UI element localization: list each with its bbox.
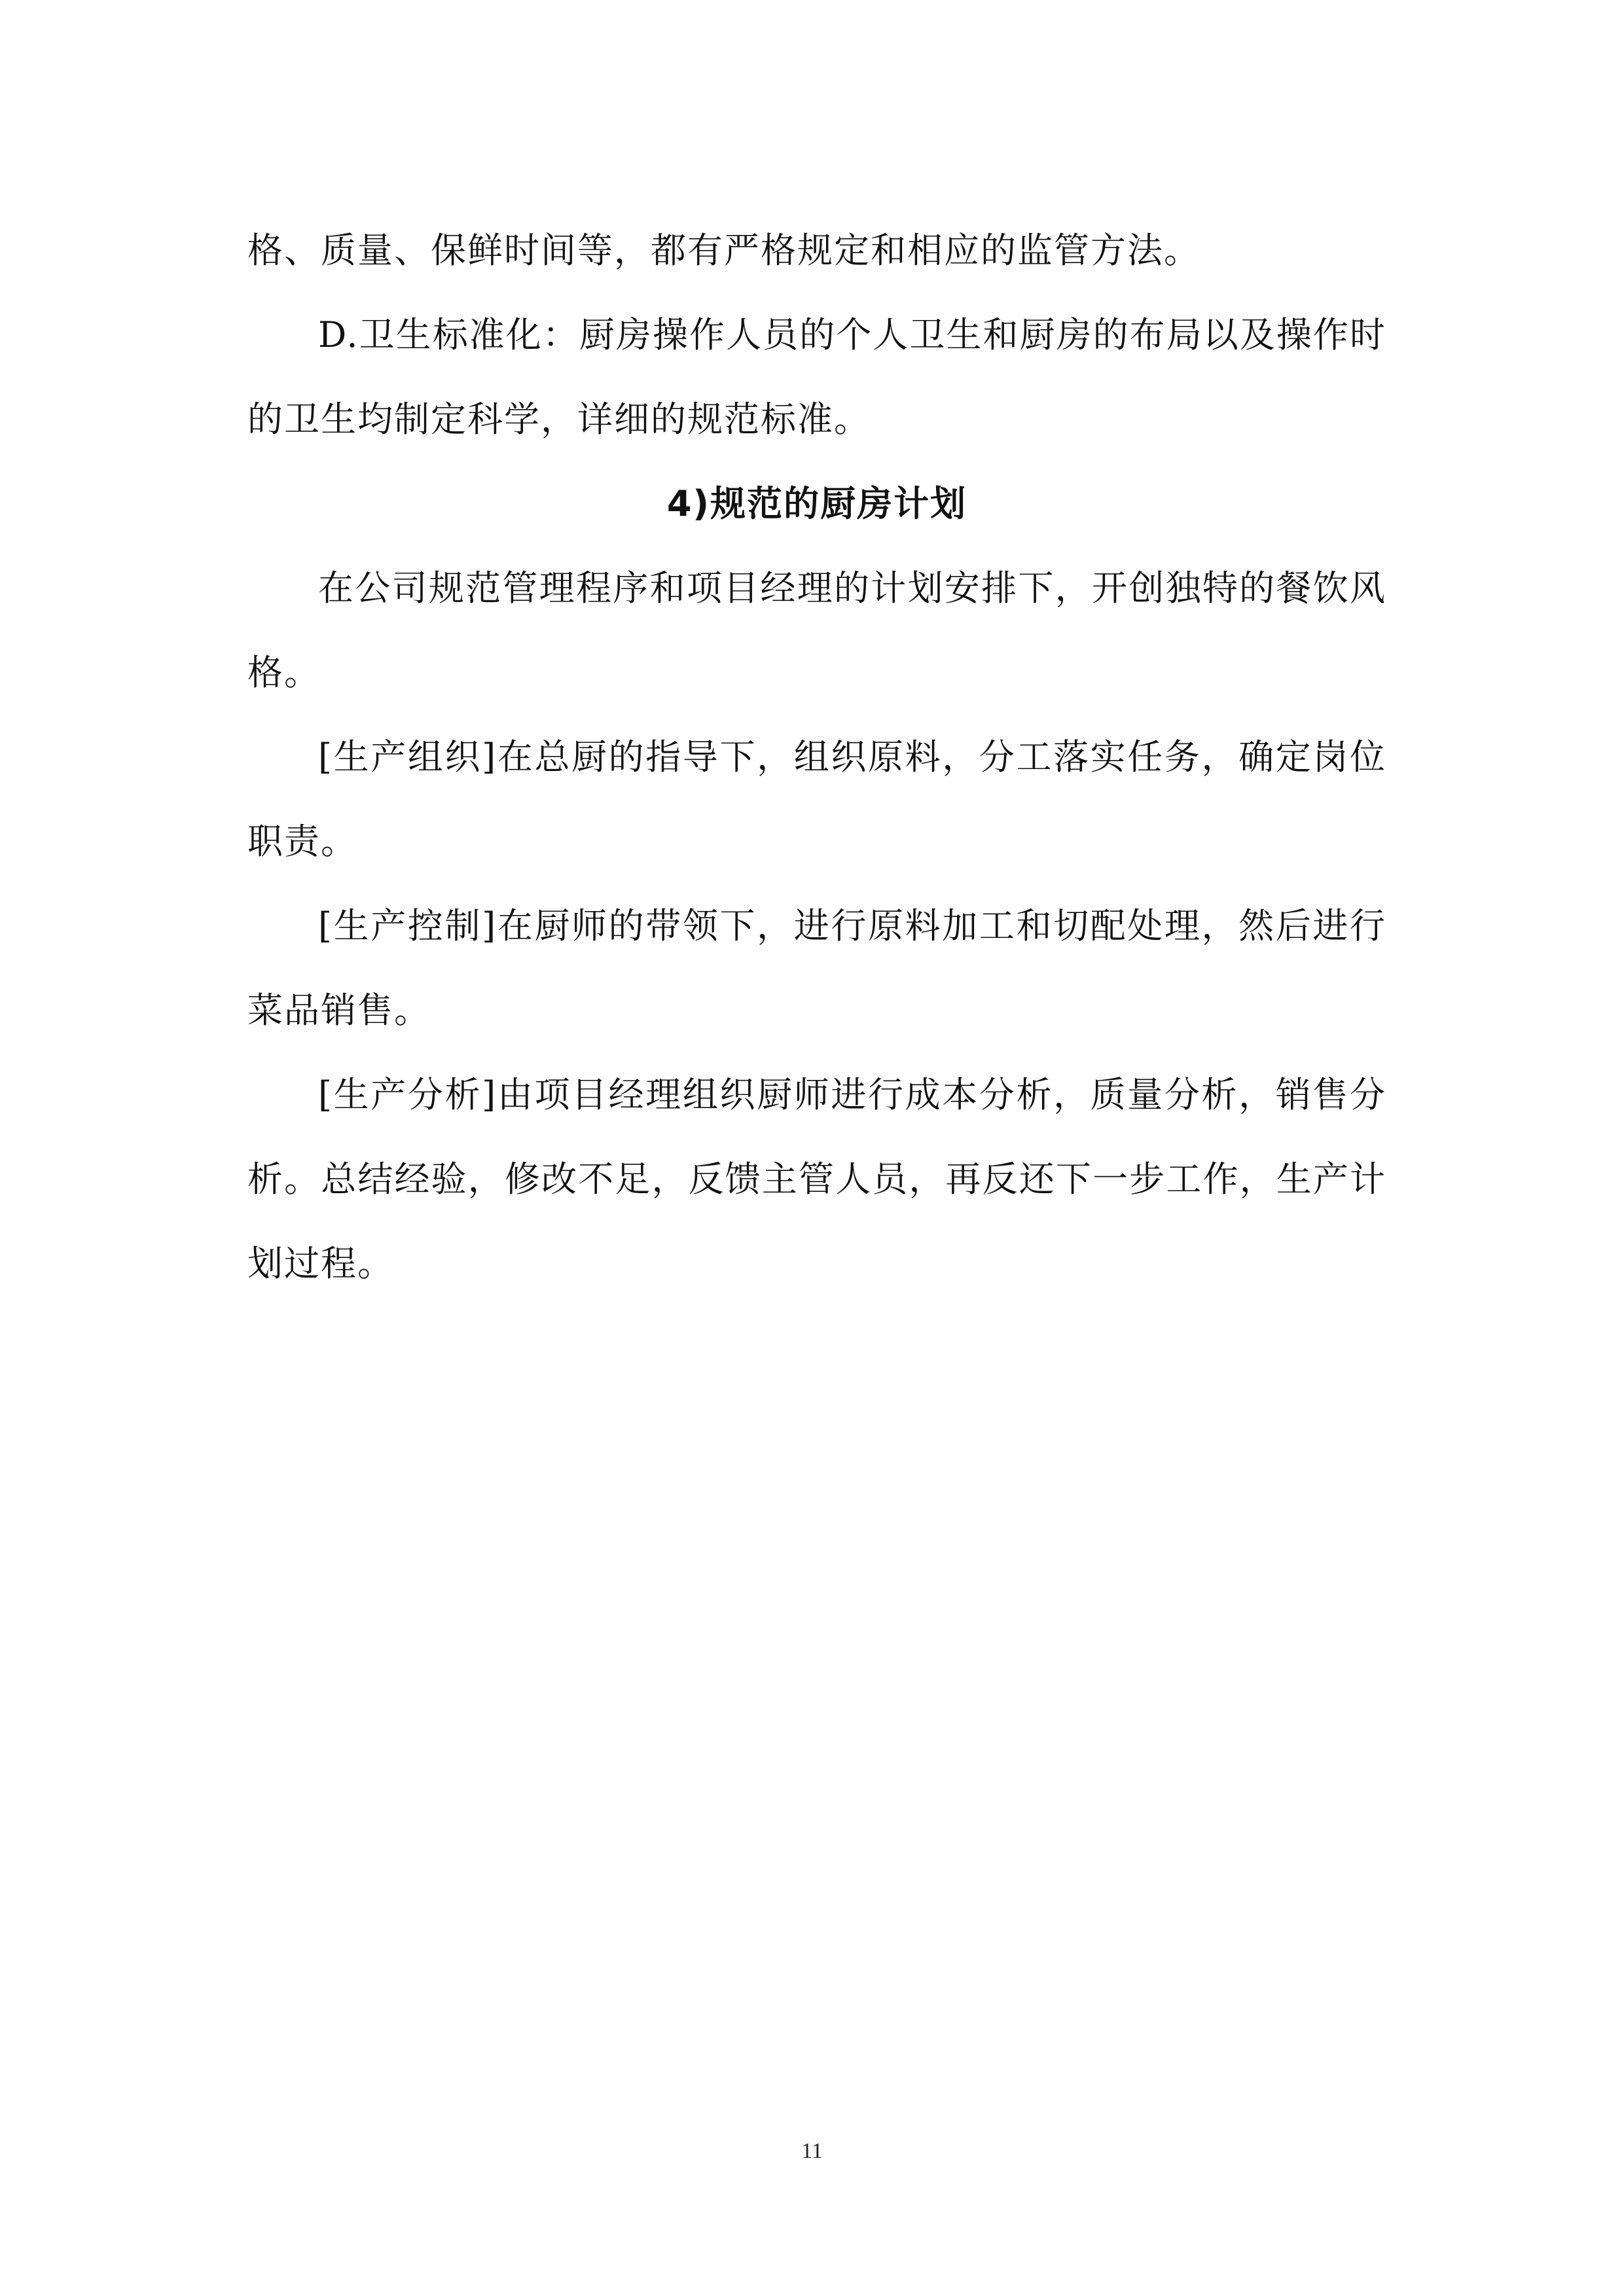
paragraph-production-analysis: [生产分析]由项目经理组织厨师进行成本分析，质量分析，销售分析。总结经验，修改不足，反馈主管人员，再反还下一步工作，生产计划过程。	[247, 1074, 1386, 1284]
paragraph-hygiene-standard: D.卫生标准化：厨房操作人员的个人卫生和厨房的布局以及操作时的卫生均制定科学，详细的规范标准。	[247, 314, 1386, 440]
document-body	[247, 208, 1386, 1306]
paragraph-production-organization: [生产组织]在总厨的指导下，组织原料，分工落实任务，确定岗位职责。	[247, 736, 1386, 862]
page-number: 11	[801, 2139, 823, 2163]
paragraph-production-control: [生产控制]在厨师的带领下，进行原料加工和切配处理，然后进行菜品销售。	[247, 905, 1386, 1031]
section-heading: 4)规范的厨房计划	[666, 483, 967, 524]
paragraph-intro: 在公司规范管理程序和项目经理的计划安排下，开创独特的餐饮风格。	[247, 567, 1386, 693]
paragraph-continuation: 格、质量、保鲜时间等，都有严格规定和相应的监管方法。	[247, 230, 1200, 271]
